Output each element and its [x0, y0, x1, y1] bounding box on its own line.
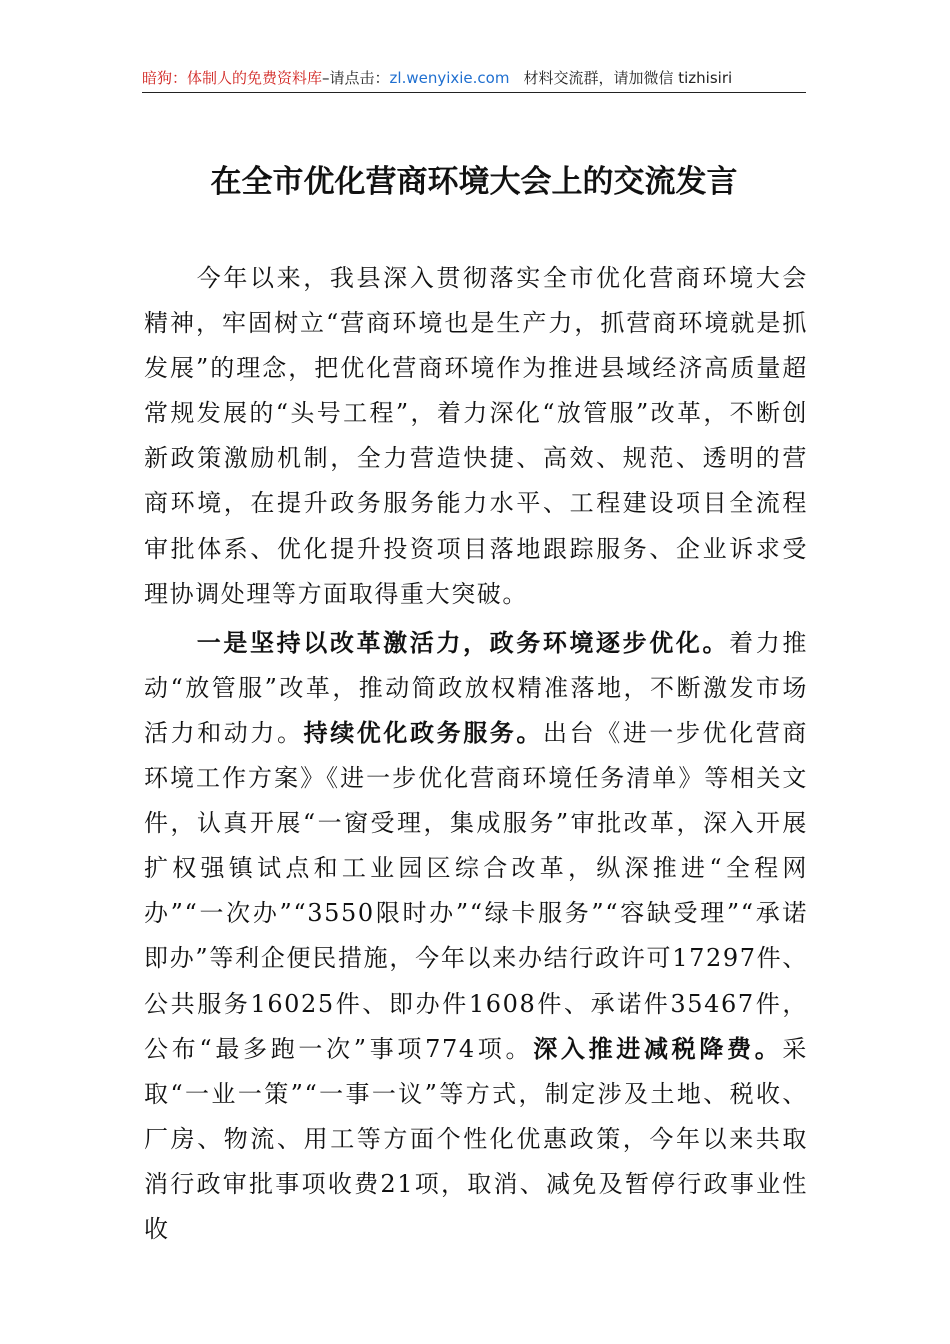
section-one-text: 着力推动“放管服”改革，推动简政放权精准落地，不断激发市场活力和动力。 [144, 628, 808, 747]
section-one-paragraph [144, 621, 808, 1252]
tax-reduction-text: 采取“一业一策”“一事一议”等方式，制定涉及土地、税收、厂房、物流、用工等方面个性化优惠政策，今年以来共取消行政审批事项收费21项，取消、减免及暂停行政事业性收 [144, 1034, 808, 1243]
subheading-tax-reduction: 深入推进减税降费。 [533, 1034, 783, 1063]
page-header [142, 64, 806, 93]
header-url-link[interactable]: zl.wenyixie.com [389, 69, 510, 87]
subheading-gov-service: 持续优化政务服务。 [303, 718, 544, 747]
header-wechat-note: 材料交流群，请加微信 tizhisiri [523, 69, 733, 87]
gov-service-text: 出台《进一步优化营商环境工作方案》《进一步优化营商环境任务清单》等相关文件，认真开展“一窗受理，集成服务”审批改革，深入开展扩权强镇试点和工业园区综合改革，纵深推进“全程网办”“一次办”“3550限时办”“绿卡服务”“容缺受理”“承诺即办”等利企便民措施，今年以来办结行政许可17297件、公共服务16025件、即办件1608件、承诺件35467件，公布“最多跑一次”事项774项。 [144, 718, 809, 1063]
header-site-name: 暗狗：体制人的免费资料库 [142, 69, 323, 87]
document-title: 在全市优化营商环境大会上的交流发言 [210, 164, 738, 200]
section-one-heading: 一是坚持以改革激活力，政务环境逐步优化。 [196, 628, 730, 657]
document-body [144, 256, 808, 1256]
header-click-prompt: –请点击： [322, 69, 390, 87]
intro-paragraph: 今年以来，我县深入贯彻落实全市优化营商环境大会精神，牢固树立“营商环境也是生产力，抓营商环境就是抓发展”的理念，把优化营商环境作为推进县域经济高质量超常规发展的“头号工程”，着力深化“放管服”改革，不断创新政策激励机制，全力营造快捷、高效、规范、透明的营商环境，在提升政务服务能力水平、工程建设项目全流程审批体系、优化提升投资项目落地跟踪服务、企业诉求受理协调处理等方面取得重大突破。 [144, 264, 808, 608]
